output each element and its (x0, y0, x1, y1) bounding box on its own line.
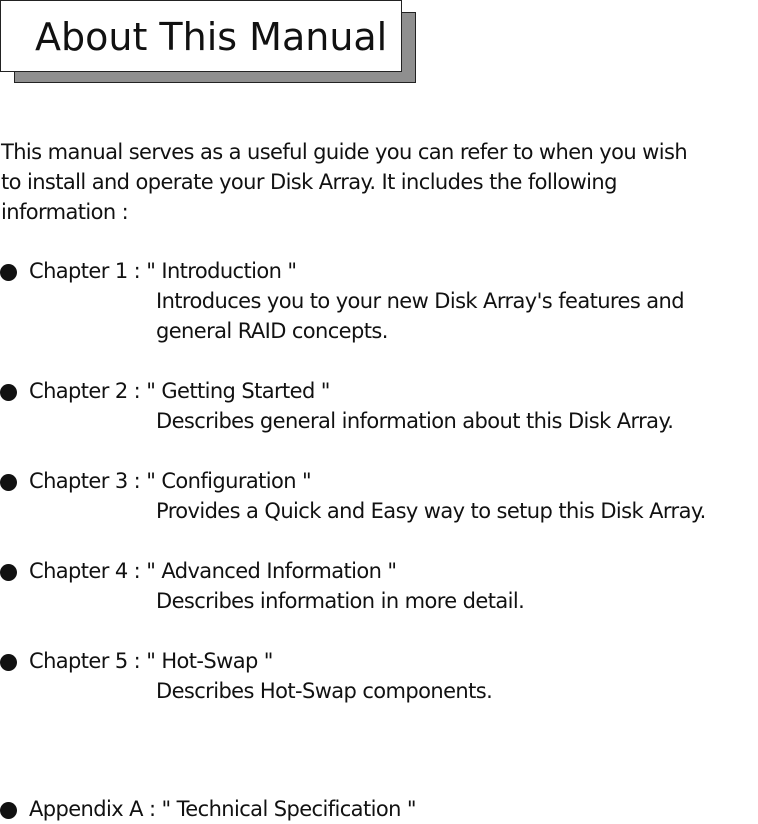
description-line: Describes Hot-Swap components. (156, 679, 493, 703)
chapter-5-heading: Chapter 5 : " Hot-Swap " (29, 649, 273, 673)
chapter-4-description (156, 586, 524, 616)
appendix-a-heading: Appendix A : " Technical Specification " (29, 797, 416, 821)
bullet-icon (0, 802, 17, 819)
description-line: general RAID concepts. (156, 319, 388, 343)
intro-paragraph (1, 137, 758, 227)
bullet-icon (0, 384, 17, 401)
chapter-4-heading: Chapter 4 : " Advanced Information " (29, 559, 397, 583)
title-frame (0, 0, 402, 72)
chapter-2-description (156, 406, 673, 436)
page-title: About This Manual (35, 15, 388, 59)
chapter-2-heading: Chapter 2 : " Getting Started " (29, 379, 330, 403)
description-line: Introduces you to your new Disk Array's features and (156, 289, 684, 313)
page-title-box (0, 0, 416, 84)
chapter-1-description (156, 286, 684, 346)
chapter-3-heading: Chapter 3 : " Configuration " (29, 469, 312, 493)
description-line: Provides a Quick and Easy way to setup this Disk Array. (156, 499, 706, 523)
description-line: Describes general information about this Disk Array. (156, 409, 674, 433)
chapter-3-description (156, 496, 706, 526)
bullet-icon (0, 654, 17, 671)
bullet-icon (0, 474, 17, 491)
chapter-5-description (156, 676, 492, 706)
bullet-icon (0, 564, 17, 581)
chapter-1-heading: Chapter 1 : " Introduction " (29, 259, 297, 283)
intro-line: This manual serves as a useful guide you can refer to when you wish (1, 140, 688, 164)
intro-line: information : (1, 200, 129, 224)
description-line: Describes information in more detail. (156, 589, 525, 613)
intro-line: to install and operate your Disk Array. It includes the following (1, 170, 617, 194)
bullet-icon (0, 264, 17, 281)
